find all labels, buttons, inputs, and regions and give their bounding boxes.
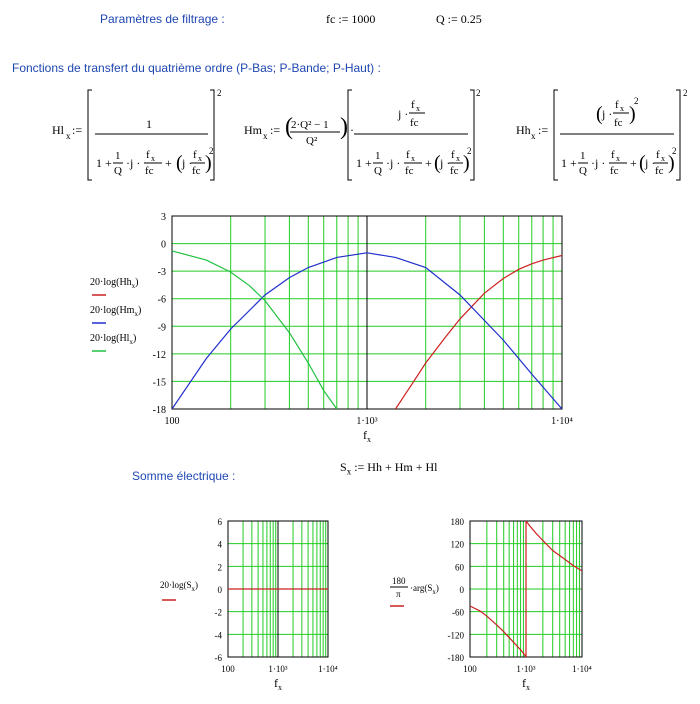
svg-text:·: · <box>350 123 354 137</box>
y-tick-label: 180 <box>450 517 464 527</box>
svg-text:fc: fc <box>610 165 619 177</box>
svg-text:f: f <box>611 149 615 161</box>
x-tick-label: 1·10³ <box>268 664 288 674</box>
svg-text:2: 2 <box>209 146 214 156</box>
svg-text:·j ·: ·j · <box>591 156 606 170</box>
svg-text:f: f <box>411 99 415 111</box>
svg-text:fc: fc <box>405 165 414 177</box>
y-tick-label: 6 <box>217 517 222 527</box>
sum-expression: $S_x$ := Hh + Hm + Hl <box>340 460 438 477</box>
svg-text:x: x <box>198 154 202 163</box>
y-tick-label: 0 <box>459 585 464 595</box>
legend-label-hl: $20\cdot\log(Hl_x)$ <box>90 333 137 346</box>
svg-text:f: f <box>406 149 410 161</box>
hm-coef-num: 2·Q² − 1 <box>291 119 329 131</box>
y-tick-label: -180 <box>447 653 464 663</box>
svg-text:1: 1 <box>580 150 586 162</box>
svg-text:j ·: j · <box>602 107 613 121</box>
svg-text:+: + <box>165 156 172 170</box>
y-tick-label: 4 <box>217 539 222 550</box>
svg-text:1 +: 1 + <box>356 156 372 170</box>
svg-text:x: x <box>661 154 665 163</box>
svg-text:x: x <box>616 154 620 163</box>
svg-text:x: x <box>620 104 624 113</box>
svg-text:f: f <box>146 149 150 161</box>
svg-text:f: f <box>451 149 455 161</box>
x-axis-label: $f_x$ <box>274 676 282 692</box>
svg-text:j ·: j · <box>440 156 451 170</box>
sum-label: Somme électrique : <box>132 469 236 483</box>
y-tick-label: -6 <box>157 294 166 306</box>
y-tick-label: -18 <box>152 405 166 416</box>
svg-text:+: + <box>425 156 432 170</box>
x-axis-label: $f_x$ <box>363 428 371 444</box>
legend-label-s: $20\cdot\log(S_x)$ <box>160 580 198 593</box>
main-bode-chart <box>0 205 700 450</box>
y-tick-label: -2 <box>214 607 222 618</box>
svg-text:x: x <box>456 154 460 163</box>
svg-text:Q: Q <box>579 165 587 177</box>
hl-lhs: Hl <box>52 123 64 137</box>
svg-text:fc: fc <box>192 165 201 177</box>
svg-text:j ·: j · <box>645 156 656 170</box>
y-tick-label: 2 <box>217 562 222 573</box>
x-tick-label: 100 <box>164 416 180 427</box>
svg-text:x: x <box>151 154 155 163</box>
hl-num: 1 <box>146 117 152 131</box>
svg-text:(: ( <box>434 152 441 174</box>
svg-text:fc: fc <box>145 165 154 177</box>
svg-text:2: 2 <box>683 88 688 98</box>
svg-text:): ) <box>629 103 636 125</box>
svg-text:(: ( <box>176 152 183 174</box>
legend-phase-rest: $\cdot arg(S_x)$ <box>410 583 439 596</box>
svg-text:1 +: 1 + <box>561 156 577 170</box>
svg-text:+: + <box>630 156 637 170</box>
svg-text:): ) <box>205 152 212 174</box>
fc-expression: fc := 1000 <box>326 12 376 26</box>
svg-text:fc: fc <box>655 165 664 177</box>
y-tick-label: -60 <box>452 607 464 618</box>
y-tick-label: -4 <box>214 630 222 641</box>
legend-phase-num: 180 <box>392 576 406 586</box>
y-tick-label: 3 <box>161 212 166 223</box>
transfer-equations <box>0 82 700 192</box>
svg-text:): ) <box>340 114 348 140</box>
svg-text:j ·: j · <box>182 156 193 170</box>
svg-text:x: x <box>531 131 536 141</box>
hl-power: 2 <box>217 88 222 98</box>
sum-magnitude-chart <box>140 510 355 700</box>
svg-text:Q: Q <box>374 165 382 177</box>
x-axis-label: $f_x$ <box>522 676 530 692</box>
legend-label-hh: $20\cdot\log(Hh_x)$ <box>90 277 139 290</box>
svg-text::=: := <box>270 123 281 137</box>
x-tick-label: 1·10⁴ <box>551 416 573 427</box>
y-tick-label: -15 <box>152 377 166 389</box>
hl-sub: x <box>66 131 71 141</box>
svg-text:2: 2 <box>672 146 677 156</box>
svg-text:1: 1 <box>115 150 121 162</box>
transfer-title: Fonctions de transfert du quatrième ordre (P-Bas; P-Bande; P-Haut) : <box>12 61 381 75</box>
svg-text:·j ·: ·j · <box>386 156 401 170</box>
legend-phase-den: π <box>396 589 401 599</box>
x-tick-label: 100 <box>463 664 477 674</box>
series-line <box>172 251 337 409</box>
y-tick-label: -6 <box>214 653 222 663</box>
svg-text:f: f <box>615 99 619 111</box>
svg-text:fc: fc <box>410 117 419 129</box>
svg-text:Q: Q <box>114 165 122 177</box>
svg-text:f: f <box>193 149 197 161</box>
hh-lhs: Hh <box>516 123 531 137</box>
svg-text::=: := <box>538 123 549 137</box>
svg-text:x: x <box>416 104 420 113</box>
svg-text:x: x <box>411 154 415 163</box>
hm-coef-den: Q² <box>306 135 318 147</box>
q-expression: Q := 0.25 <box>436 12 482 26</box>
y-tick-label: 60 <box>455 562 464 573</box>
legend-label-hm: $20\cdot\log(Hm_x)$ <box>90 305 142 318</box>
svg-text:1: 1 <box>375 150 381 162</box>
svg-text:2: 2 <box>467 146 472 156</box>
y-tick-label: 120 <box>450 539 464 550</box>
y-tick-label: -3 <box>157 267 166 279</box>
svg-text:fc: fc <box>614 117 623 129</box>
y-tick-label: -120 <box>447 630 464 641</box>
sum-phase-chart <box>380 510 595 700</box>
svg-text:j ·: j · <box>398 107 409 121</box>
svg-text:(: ( <box>639 152 646 174</box>
svg-text:): ) <box>668 152 675 174</box>
svg-text:2: 2 <box>476 88 481 98</box>
svg-text:x: x <box>263 131 268 141</box>
svg-text:fc: fc <box>450 165 459 177</box>
series-line <box>396 256 563 410</box>
hm-lhs: Hm <box>244 123 262 137</box>
x-tick-label: 1·10³ <box>516 664 536 674</box>
svg-text:): ) <box>463 152 470 174</box>
x-tick-label: 1·10⁴ <box>572 664 592 674</box>
svg-text:2: 2 <box>634 96 639 106</box>
y-tick-label: 0 <box>161 239 166 251</box>
hl-den: 1 + <box>96 156 112 170</box>
x-tick-label: 1·10⁴ <box>318 664 338 674</box>
svg-text:f: f <box>656 149 660 161</box>
svg-text:(: ( <box>285 114 293 140</box>
y-tick-label: 0 <box>217 585 222 595</box>
svg-text:·j ·: ·j · <box>126 156 141 170</box>
y-tick-label: -12 <box>152 349 166 361</box>
x-tick-label: 1·10³ <box>356 416 378 427</box>
x-tick-label: 100 <box>221 664 235 674</box>
hl-assign: := <box>72 123 83 137</box>
y-tick-label: -9 <box>157 322 166 334</box>
params-label: Paramètres de filtrage : <box>100 12 225 26</box>
svg-text:(: ( <box>596 103 603 125</box>
